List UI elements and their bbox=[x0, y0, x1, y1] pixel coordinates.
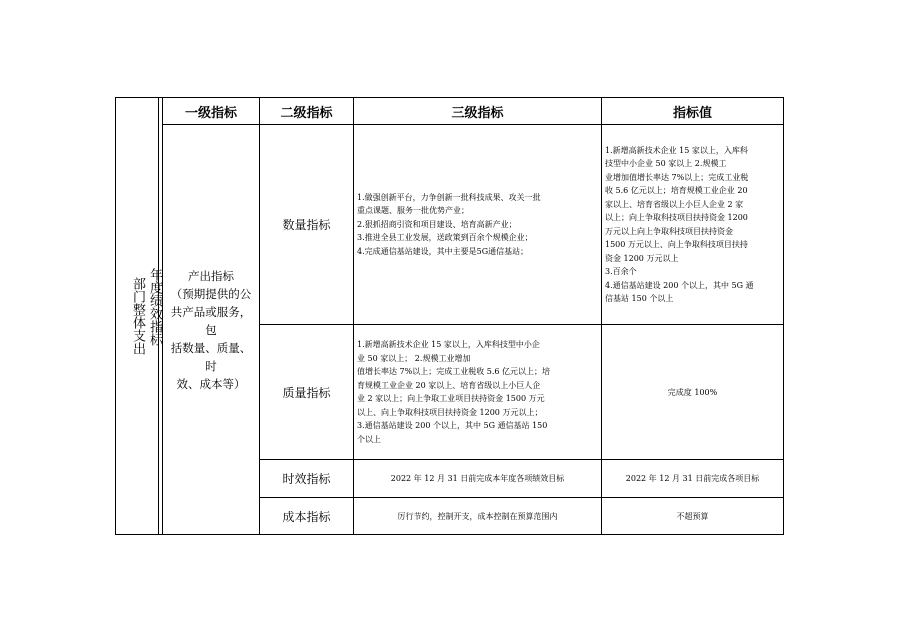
text-line: 育规模工业企业 20 家以上、培育省级以上小巨人企 bbox=[357, 380, 541, 390]
text-line: 家以上、培育省级以上小巨人企业 2 家 bbox=[605, 199, 744, 209]
value-quantity-cell bbox=[602, 125, 784, 325]
level1-output-cell bbox=[163, 125, 260, 535]
text-line: 1.新增高新技术企业 15 家以上，入库科 bbox=[605, 145, 748, 155]
table-row bbox=[116, 125, 784, 325]
value-cost: 不超预算 bbox=[602, 498, 784, 535]
header-row bbox=[116, 98, 784, 125]
text-line: 个以上 bbox=[357, 434, 381, 444]
text-line: 业 2 家以上；向上争取工业项目扶持资金 1500 万元 bbox=[357, 394, 545, 403]
text-line: 收 5.6 亿元以上；培育规模工业企业 20 bbox=[605, 186, 748, 195]
text-line: 值增长率达 7%以上；完成工业税收 5.6 亿元以上；培 bbox=[357, 367, 551, 376]
header-level1: 一级指标 bbox=[163, 98, 260, 125]
level1-line: 效、成本等） bbox=[176, 376, 246, 391]
row-group-inner-text: 年度绩效指标 bbox=[147, 268, 162, 346]
performance-indicator-table bbox=[115, 97, 784, 535]
text-line: 3.推进全县工业发展，送政策到百余个规模企业； bbox=[357, 233, 533, 243]
text-line: 信基站 150 个以上 bbox=[605, 294, 674, 303]
text-line: 业 50 家以上； 2.规模工业增加 bbox=[357, 353, 471, 363]
text-line: 1500 万元以上、向上争取科技项目扶持 bbox=[605, 240, 748, 249]
level2-quality: 质量指标 bbox=[260, 325, 354, 460]
text-line: 万元以上向上争取科技项目扶持资金 bbox=[605, 226, 733, 236]
text-line: 4.通信基站建设 200 个以上，其中 5G 通 bbox=[605, 280, 754, 290]
header-level3: 三级指标 bbox=[354, 98, 602, 125]
level2-timeliness: 时效指标 bbox=[260, 460, 354, 498]
level3-quality-cell bbox=[354, 325, 602, 460]
text-line: 1.新增高新技术企业 15 家以上，入库科技型中小企 bbox=[357, 340, 540, 349]
text-line: 1.做强创新平台，力争创新一批科技成果、攻关一批 bbox=[357, 192, 541, 202]
level3-timeliness: 2022 年 12 月 31 日前完成本年度各项绩效目标 bbox=[354, 460, 602, 498]
level3-cost: 厉行节约，控制开支，成本控制在预算范围内 bbox=[354, 498, 602, 535]
text-line: 技型中小企业 50 家以上 2.规模工 bbox=[605, 159, 727, 168]
text-line: 3.百余个 bbox=[605, 267, 637, 276]
text-line: 以上、向上争取科技项目扶持资金 1200 万元以上； bbox=[357, 407, 543, 417]
level3-quantity-cell bbox=[354, 125, 602, 325]
text-line: 4.完成通信基站建设，其中主要是5G通信基站； bbox=[357, 246, 529, 256]
row-group-inner-label bbox=[146, 268, 162, 358]
header-level2: 二级指标 bbox=[260, 98, 354, 125]
level1-line: 共产品或服务，包 bbox=[170, 304, 252, 337]
row-group-outer-label: 部门整体支出 bbox=[130, 277, 145, 355]
text-line: 资金 1200 万元以上 bbox=[605, 253, 679, 263]
level1-line: 括数量、质量、时 bbox=[170, 340, 252, 373]
level2-quantity: 数量指标 bbox=[260, 125, 354, 325]
header-value: 指标值 bbox=[602, 98, 784, 125]
text-line: 2.狠抓招商引资和项目建设、培育高新产业； bbox=[357, 219, 517, 229]
text-line: 业增加值增长率达 7%以上；完成工业税 bbox=[605, 172, 749, 182]
level1-line: 产出指标 bbox=[188, 268, 234, 283]
value-timeliness: 2022 年 12 月 31 日前完成各项目标 bbox=[602, 460, 784, 498]
value-quality: 完成度 100% bbox=[602, 325, 784, 460]
text-line: 重点课题、服务一批优势产业； bbox=[357, 206, 469, 216]
text-line: 3.通信基站建设 200 个以上，其中 5G 通信基站 150 bbox=[357, 421, 548, 430]
level2-cost: 成本指标 bbox=[260, 498, 354, 535]
text-line: 以上；向上争取科技项目扶持资金 1200 bbox=[605, 213, 748, 222]
level1-line: （预期提供的公 bbox=[170, 286, 252, 301]
